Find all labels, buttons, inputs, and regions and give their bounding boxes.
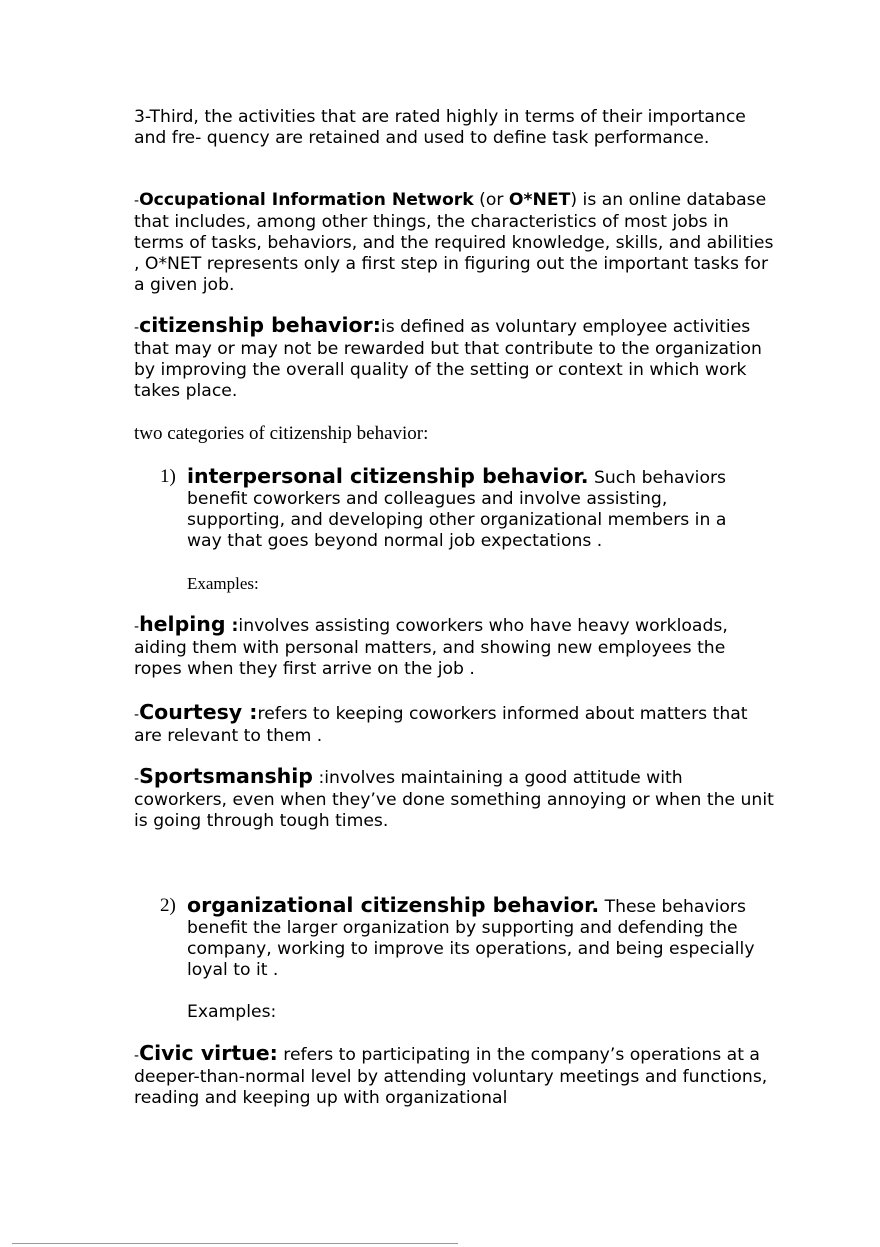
civic-virtue-term: Civic virtue:	[139, 1041, 278, 1065]
footer-divider	[12, 1243, 458, 1244]
paragraph-citizenship-behavior	[134, 315, 774, 402]
paragraph-helping	[134, 614, 774, 680]
civic-virtue-definition: refers to participating in the company’s operations at a deeper-than-normal level by attending voluntary meetings and functions, reading and keeping up with organizational	[134, 1045, 768, 1108]
onet-abbr: O*NET	[508, 190, 571, 210]
paragraph-civic-virtue	[134, 1043, 774, 1109]
onet-definition: ) is an online database that includes, among other things, the characteristics of most jobs in terms of tasks, behaviors, and the required knowledge, skills, and abilities , O*NET represents only a first step in figuring out the important tasks for a given job.	[134, 190, 774, 295]
category-2-term: organizational citizenship behavior.	[187, 893, 600, 917]
dash: -	[134, 771, 140, 787]
sportsmanship-term: Sportsmanship	[139, 764, 313, 788]
heading-two-categories: two categories of citizenship behavior:	[134, 423, 429, 444]
examples-label: Examples:	[187, 1002, 277, 1022]
citizenship-term: citizenship behavior:	[139, 313, 381, 337]
helping-colon: :	[225, 616, 239, 636]
onet-term: Occupational Information Network	[139, 190, 474, 210]
category-1-term: interpersonal citizenship behavior.	[187, 464, 589, 488]
paragraph-sportsmanship	[134, 766, 774, 832]
courtesy-definition: refers to keeping coworkers informed about matters that are relevant to them .	[134, 704, 748, 746]
paragraph-onet	[134, 190, 774, 296]
dash: -	[134, 619, 140, 635]
dash: -	[134, 320, 140, 336]
dash: -	[134, 193, 140, 209]
helping-definition: involves assisting coworkers who have heavy workloads, aiding them with personal matters, and showing new employees the ropes when they first arrive on the job .	[134, 616, 728, 679]
helping-term: helping	[139, 612, 226, 636]
list-number: 2)	[160, 895, 176, 916]
onet-paren: (or	[473, 190, 509, 210]
sportsmanship-definition: :involves maintaining a good attitude with coworkers, even when they’ve done something annoying or when the unit is going through tough times.	[134, 768, 774, 831]
dash: -	[134, 707, 140, 723]
citizenship-definition: is defined as voluntary employee activities that may or may not be rewarded but that contribute to the organization by improving the overall quality of the setting or context in which work takes place.	[134, 317, 762, 401]
paragraph-third-step: 3-Third, the activities that are rated highly in terms of their importance and fre- quency are retained and used to define task performance.	[134, 107, 746, 148]
list-number: 1)	[160, 466, 176, 487]
category-2-definition: These behaviors benefit the larger organization by supporting and defending the company, working to improve its operations, and being especially loyal to it .	[187, 897, 755, 980]
category-1-definition: Such behaviors benefit coworkers and colleagues and involve assisting, supporting, and developing other organizational members in a way that goes beyond normal job expectations .	[187, 468, 727, 551]
courtesy-term: Courtesy :	[139, 700, 258, 724]
examples-label: Examples:	[187, 574, 259, 593]
paragraph-courtesy	[134, 702, 774, 747]
dash: -	[134, 1048, 140, 1064]
